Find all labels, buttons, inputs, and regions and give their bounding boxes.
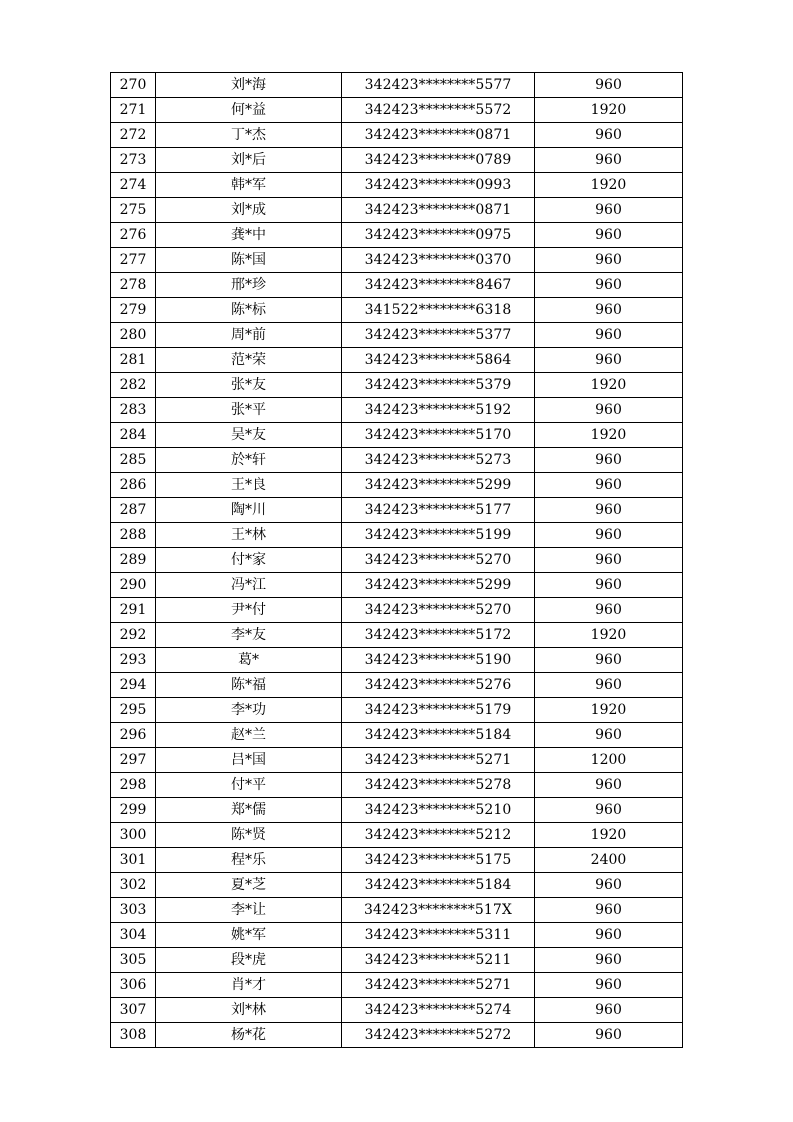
- table-row: [111, 873, 683, 898]
- row-number-cell: 292: [111, 623, 156, 648]
- person-name-cell: 付*平: [156, 773, 342, 798]
- table-row: [111, 748, 683, 773]
- row-number-cell: 297: [111, 748, 156, 773]
- person-name-cell: 杨*花: [156, 1023, 342, 1048]
- row-number-cell: 275: [111, 198, 156, 223]
- amount-cell: 960: [535, 148, 683, 173]
- row-number-cell: 295: [111, 698, 156, 723]
- table-row: [111, 473, 683, 498]
- row-number-cell: 302: [111, 873, 156, 898]
- amount-cell: 960: [535, 523, 683, 548]
- id-number-cell: 342423********5211: [342, 948, 535, 973]
- person-name-cell: 李*让: [156, 898, 342, 923]
- amount-cell: 960: [535, 273, 683, 298]
- person-name-cell: 张*友: [156, 373, 342, 398]
- table-row: [111, 348, 683, 373]
- id-number-cell: 342423********5299: [342, 573, 535, 598]
- row-number-cell: 298: [111, 773, 156, 798]
- table-row: [111, 248, 683, 273]
- table-row: [111, 698, 683, 723]
- id-number-cell: 342423********5299: [342, 473, 535, 498]
- person-name-cell: 何*益: [156, 98, 342, 123]
- id-number-cell: 342423********5210: [342, 798, 535, 823]
- person-name-cell: 付*家: [156, 548, 342, 573]
- roster-table: [110, 72, 683, 1048]
- person-name-cell: 尹*付: [156, 598, 342, 623]
- amount-cell: 2400: [535, 848, 683, 873]
- row-number-cell: 276: [111, 223, 156, 248]
- table-row: [111, 548, 683, 573]
- person-name-cell: 程*乐: [156, 848, 342, 873]
- person-name-cell: 陶*川: [156, 498, 342, 523]
- person-name-cell: 龚*中: [156, 223, 342, 248]
- row-number-cell: 287: [111, 498, 156, 523]
- row-number-cell: 300: [111, 823, 156, 848]
- id-number-cell: 342423********5272: [342, 1023, 535, 1048]
- amount-cell: 960: [535, 773, 683, 798]
- id-number-cell: 342423********5199: [342, 523, 535, 548]
- amount-cell: 960: [535, 648, 683, 673]
- person-name-cell: 於*轩: [156, 448, 342, 473]
- table-row: [111, 773, 683, 798]
- amount-cell: 960: [535, 448, 683, 473]
- table-row: [111, 973, 683, 998]
- amount-cell: 1920: [535, 423, 683, 448]
- person-name-cell: 刘*林: [156, 998, 342, 1023]
- person-name-cell: 周*前: [156, 323, 342, 348]
- row-number-cell: 286: [111, 473, 156, 498]
- amount-cell: 960: [535, 248, 683, 273]
- amount-cell: 960: [535, 298, 683, 323]
- id-number-cell: 342423********5377: [342, 323, 535, 348]
- id-number-cell: 342423********5175: [342, 848, 535, 873]
- id-number-cell: 342423********0789: [342, 148, 535, 173]
- amount-cell: 960: [535, 923, 683, 948]
- row-number-cell: 303: [111, 898, 156, 923]
- amount-cell: 960: [535, 998, 683, 1023]
- table-row: [111, 823, 683, 848]
- person-name-cell: 姚*军: [156, 923, 342, 948]
- table-row: [111, 323, 683, 348]
- table-row: [111, 198, 683, 223]
- person-name-cell: 韩*军: [156, 173, 342, 198]
- row-number-cell: 294: [111, 673, 156, 698]
- id-number-cell: 342423********5270: [342, 548, 535, 573]
- row-number-cell: 279: [111, 298, 156, 323]
- table-row: [111, 673, 683, 698]
- person-name-cell: 陈*国: [156, 248, 342, 273]
- id-number-cell: 342423********0993: [342, 173, 535, 198]
- id-number-cell: 342423********5379: [342, 373, 535, 398]
- person-name-cell: 赵*兰: [156, 723, 342, 748]
- amount-cell: 1920: [535, 823, 683, 848]
- amount-cell: 960: [535, 973, 683, 998]
- id-number-cell: 342423********0370: [342, 248, 535, 273]
- row-number-cell: 270: [111, 73, 156, 98]
- id-number-cell: 342423********5177: [342, 498, 535, 523]
- id-number-cell: 342423********5274: [342, 998, 535, 1023]
- id-number-cell: 342423********5273: [342, 448, 535, 473]
- roster-table-body: [111, 73, 683, 1048]
- row-number-cell: 283: [111, 398, 156, 423]
- person-name-cell: 李*功: [156, 698, 342, 723]
- id-number-cell: 342423********5212: [342, 823, 535, 848]
- row-number-cell: 273: [111, 148, 156, 173]
- table-row: [111, 98, 683, 123]
- row-number-cell: 289: [111, 548, 156, 573]
- amount-cell: 960: [535, 498, 683, 523]
- row-number-cell: 284: [111, 423, 156, 448]
- id-number-cell: 342423********5184: [342, 723, 535, 748]
- row-number-cell: 280: [111, 323, 156, 348]
- row-number-cell: 296: [111, 723, 156, 748]
- id-number-cell: 342423********8467: [342, 273, 535, 298]
- person-name-cell: 冯*江: [156, 573, 342, 598]
- id-number-cell: 342423********5170: [342, 423, 535, 448]
- table-row: [111, 848, 683, 873]
- row-number-cell: 277: [111, 248, 156, 273]
- id-number-cell: 342423********5184: [342, 873, 535, 898]
- row-number-cell: 305: [111, 948, 156, 973]
- amount-cell: 960: [535, 348, 683, 373]
- person-name-cell: 刘*后: [156, 148, 342, 173]
- amount-cell: 1920: [535, 373, 683, 398]
- amount-cell: 960: [535, 198, 683, 223]
- id-number-cell: 342423********0975: [342, 223, 535, 248]
- amount-cell: 960: [535, 723, 683, 748]
- table-row: [111, 273, 683, 298]
- amount-cell: 960: [535, 323, 683, 348]
- row-number-cell: 271: [111, 98, 156, 123]
- id-number-cell: 342423********5192: [342, 398, 535, 423]
- person-name-cell: 吴*友: [156, 423, 342, 448]
- row-number-cell: 291: [111, 598, 156, 623]
- person-name-cell: 夏*芝: [156, 873, 342, 898]
- amount-cell: 1200: [535, 748, 683, 773]
- id-number-cell: 342423********5864: [342, 348, 535, 373]
- person-name-cell: 陈*标: [156, 298, 342, 323]
- table-row: [111, 598, 683, 623]
- id-number-cell: 342423********5271: [342, 973, 535, 998]
- amount-cell: 960: [535, 948, 683, 973]
- amount-cell: 960: [535, 1023, 683, 1048]
- table-row: [111, 298, 683, 323]
- person-name-cell: 葛*: [156, 648, 342, 673]
- person-name-cell: 刘*成: [156, 198, 342, 223]
- amount-cell: 1920: [535, 98, 683, 123]
- row-number-cell: 299: [111, 798, 156, 823]
- amount-cell: 1920: [535, 623, 683, 648]
- table-row: [111, 448, 683, 473]
- person-name-cell: 肖*才: [156, 973, 342, 998]
- id-number-cell: 342423********5572: [342, 98, 535, 123]
- amount-cell: 960: [535, 673, 683, 698]
- person-name-cell: 吕*国: [156, 748, 342, 773]
- person-name-cell: 张*平: [156, 398, 342, 423]
- person-name-cell: 邢*珍: [156, 273, 342, 298]
- amount-cell: 960: [535, 398, 683, 423]
- amount-cell: 960: [535, 798, 683, 823]
- person-name-cell: 刘*海: [156, 73, 342, 98]
- table-row: [111, 123, 683, 148]
- table-row: [111, 223, 683, 248]
- row-number-cell: 290: [111, 573, 156, 598]
- id-number-cell: 342423********0871: [342, 123, 535, 148]
- table-row: [111, 523, 683, 548]
- row-number-cell: 278: [111, 273, 156, 298]
- id-number-cell: 342423********5179: [342, 698, 535, 723]
- table-row: [111, 898, 683, 923]
- id-number-cell: 342423********5190: [342, 648, 535, 673]
- table-row: [111, 573, 683, 598]
- table-row: [111, 1023, 683, 1048]
- row-number-cell: 285: [111, 448, 156, 473]
- table-row: [111, 173, 683, 198]
- table-row: [111, 948, 683, 973]
- row-number-cell: 308: [111, 1023, 156, 1048]
- amount-cell: 960: [535, 548, 683, 573]
- table-row: [111, 148, 683, 173]
- person-name-cell: 郑*儒: [156, 798, 342, 823]
- id-number-cell: 342423********5278: [342, 773, 535, 798]
- person-name-cell: 王*良: [156, 473, 342, 498]
- amount-cell: 960: [535, 473, 683, 498]
- row-number-cell: 281: [111, 348, 156, 373]
- amount-cell: 960: [535, 223, 683, 248]
- id-number-cell: 342423********5577: [342, 73, 535, 98]
- person-name-cell: 段*虎: [156, 948, 342, 973]
- table-row: [111, 723, 683, 748]
- table-row: [111, 623, 683, 648]
- amount-cell: 960: [535, 873, 683, 898]
- row-number-cell: 282: [111, 373, 156, 398]
- row-number-cell: 306: [111, 973, 156, 998]
- row-number-cell: 288: [111, 523, 156, 548]
- table-row: [111, 923, 683, 948]
- row-number-cell: 307: [111, 998, 156, 1023]
- person-name-cell: 王*林: [156, 523, 342, 548]
- amount-cell: 960: [535, 73, 683, 98]
- id-number-cell: 342423********5271: [342, 748, 535, 773]
- person-name-cell: 范*荣: [156, 348, 342, 373]
- row-number-cell: 274: [111, 173, 156, 198]
- id-number-cell: 342423********5276: [342, 673, 535, 698]
- row-number-cell: 301: [111, 848, 156, 873]
- id-number-cell: 342423********5270: [342, 598, 535, 623]
- id-number-cell: 341522********6318: [342, 298, 535, 323]
- person-name-cell: 陈*福: [156, 673, 342, 698]
- id-number-cell: 342423********517X: [342, 898, 535, 923]
- id-number-cell: 342423********0871: [342, 198, 535, 223]
- row-number-cell: 304: [111, 923, 156, 948]
- person-name-cell: 李*友: [156, 623, 342, 648]
- table-row: [111, 398, 683, 423]
- table-row: [111, 648, 683, 673]
- id-number-cell: 342423********5311: [342, 923, 535, 948]
- amount-cell: 1920: [535, 698, 683, 723]
- table-row: [111, 73, 683, 98]
- amount-cell: 960: [535, 898, 683, 923]
- table-row: [111, 423, 683, 448]
- table-row: [111, 998, 683, 1023]
- row-number-cell: 272: [111, 123, 156, 148]
- amount-cell: 960: [535, 598, 683, 623]
- amount-cell: 1920: [535, 173, 683, 198]
- amount-cell: 960: [535, 573, 683, 598]
- table-row: [111, 373, 683, 398]
- id-number-cell: 342423********5172: [342, 623, 535, 648]
- person-name-cell: 丁*杰: [156, 123, 342, 148]
- person-name-cell: 陈*贤: [156, 823, 342, 848]
- amount-cell: 960: [535, 123, 683, 148]
- row-number-cell: 293: [111, 648, 156, 673]
- table-row: [111, 498, 683, 523]
- table-row: [111, 798, 683, 823]
